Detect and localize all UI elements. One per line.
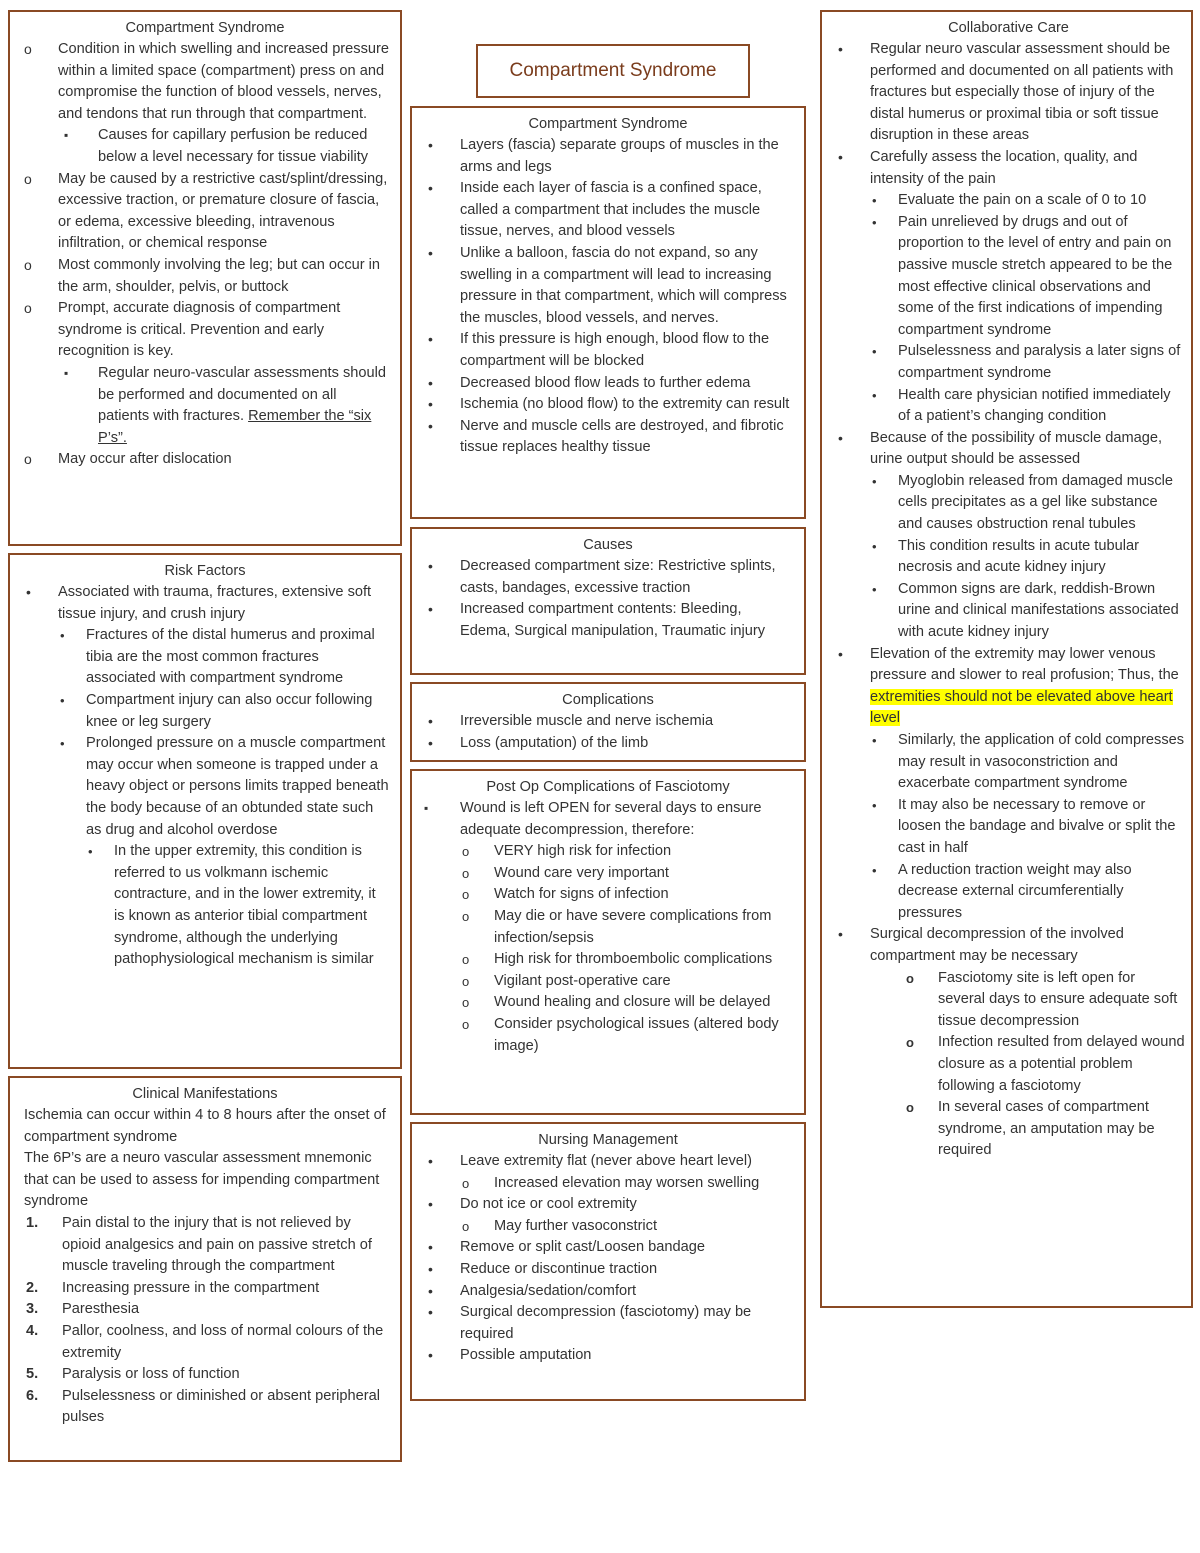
list-item: • Similarly, the application of cold compresses may result in vasoconstriction and exacerbate compartment syndrome [870, 730, 1185, 795]
list-item: • Carefully assess the location, quality, and intensity of the pain • Evaluate the pain on a scale of 0 to 10 • Pain unrelieved by drugs and out of proportion to the level of entry and pain on passive muscle stretch appeared to be the most effective clinical observations and some of the first indications of impending compartment syndrome • Pulselessness and paralysis a later signs of compartment syndrome • Health care physician notified immediately of a patient’s changing condition [832, 147, 1185, 428]
list-item: • Leave extremity flat (never above heart level) o Increased elevation may worsen swelling [422, 1151, 794, 1194]
list-item: • Ischemia (no blood flow) to the extremity can result [422, 394, 794, 416]
list-item: • Myoglobin released from damaged muscle cells precipitates as a gel like substance and causes obstruction renal tubules [870, 471, 1185, 536]
list-item: 5. Paralysis or loss of function [26, 1366, 240, 1383]
six-ps-list [20, 1213, 390, 1429]
page-title: Compartment Syndrome [476, 44, 750, 98]
clinical-intro-2: The 6P’s are a neuro vascular assessment mnemonic that can be used to assess for impending compartment syndrome [24, 1150, 380, 1210]
list-item: • Loss (amputation) of the limb [422, 733, 794, 755]
collab-title: Collaborative Care [948, 20, 1069, 36]
list-item: o In several cases of compartment syndrome, an amputation may be required [904, 1097, 1185, 1162]
list-item: • Regular neuro vascular assessment should be performed and documented on all patients with fractures but especially those of injury of the distal humerus or proximal tibia or soft tissue disruption in these areas [832, 39, 1185, 147]
list-item: o Wound care very important [460, 863, 794, 885]
list-item: ▪ Causes for capillary perfusion be reduced below a level necessary for tissue viability [60, 125, 390, 168]
list-item: • Evaluate the pain on a scale of 0 to 10 [870, 190, 1185, 212]
list-item: o Increased elevation may worsen swelling [460, 1173, 794, 1195]
list-item: • In the upper extremity, this condition is referred to us volkmann ischemic contracture, and in the lower extremity, it is known as anterior tibial compartment syndrome, although the underlying pathophysiological mechanism is similar [86, 841, 390, 971]
list-item: • Remove or split cast/Loosen bandage [422, 1237, 794, 1259]
clinical-box [8, 1076, 402, 1462]
list-item: o Watch for signs of infection [460, 884, 794, 906]
list-item: • Unlike a balloon, fascia do not expand, so any swelling in a compartment will lead to increasing pressure in that compartment, which will compress the muscles, blood vessels, and nerves. [422, 243, 794, 329]
list-item: • Pulselessness and paralysis a later signs of compartment syndrome [870, 341, 1185, 384]
postop-box [410, 769, 806, 1115]
list-item: • Common signs are dark, reddish-Brown urine and clinical manifestations associated with acute kidney injury [870, 579, 1185, 644]
list-item: • Increased compartment contents: Bleeding, Edema, Surgical manipulation, Traumatic injury [422, 599, 794, 642]
list-item: • Compartment injury can also occur following knee or leg surgery [58, 690, 390, 733]
list-item: • Possible amputation [422, 1345, 794, 1367]
six-ps-reminder: Remember the “six P’s”. [98, 408, 372, 446]
causes-box [410, 527, 806, 675]
patho-box [410, 106, 806, 519]
list-item: o High risk for thromboembolic complications [460, 949, 794, 971]
list-item: o Wound healing and closure will be delayed [460, 992, 794, 1014]
list-item: • Nerve and muscle cells are destroyed, and fibrotic tissue replaces healthy tissue [422, 416, 794, 459]
list-item: 6. Pulselessness or diminished or absent peripheral pulses [26, 1387, 380, 1426]
patho-title: Compartment Syndrome [528, 116, 688, 132]
list-item: • A reduction traction weight may also decrease external circumferentially pressures [870, 860, 1185, 925]
list-item: o Consider psychological issues (altered body image) [460, 1014, 794, 1057]
list-item: o Infection resulted from delayed wound closure as a potential problem following a fasciotomy [904, 1032, 1185, 1097]
list-item: o May occur after dislocation [20, 449, 390, 471]
list-item: 2. Increasing pressure in the compartment [26, 1279, 320, 1296]
nursing-box [410, 1122, 806, 1401]
list-item: • Layers (fascia) separate groups of muscles in the arms and legs [422, 135, 794, 178]
collab-box [820, 10, 1193, 1308]
list-item: 3. Paresthesia [26, 1301, 140, 1318]
definition-list [20, 39, 390, 471]
clinical-title: Clinical Manifestations [132, 1086, 278, 1102]
postop-title: Post Op Complications of Fasciotomy [486, 779, 730, 795]
list-item: • Surgical decompression (fasciotomy) may be required [422, 1302, 794, 1345]
list-item: • Decreased compartment size: Restrictive splints, casts, bandages, excessive traction [422, 556, 794, 599]
clinical-intro-1: Ischemia can occur within 4 to 8 hours after the onset of compartment syndrome [24, 1107, 386, 1145]
list-item: o Fasciotomy site is left open for several days to ensure adequate soft tissue decompression [904, 968, 1185, 1033]
list-item: • Elevation of the extremity may lower venous pressure and slower to real profusion; Thus, the extremities should not be elevated above heart level • Similarly, the application of cold compresses may result in vasoconstriction and exacerbate compartment syndrome • It may also be necessary to remove or loosen the bandage and bivalve or split the cast in half • A reduction traction weight may also decrease external circumferentially pressures [832, 644, 1185, 925]
definition-box [8, 10, 402, 546]
complications-box [410, 682, 806, 762]
list-item: ▪ Regular neuro-vascular assessments should be performed and documented on all patients with fractures. Remember the “six P’s”. [60, 363, 390, 449]
list-item: o Most commonly involving the leg; but can occur in the arm, shoulder, pelvis, or buttock [20, 255, 390, 298]
list-item: • Fractures of the distal humerus and proximal tibia are the most common fractures associated with compartment syndrome [58, 625, 390, 690]
complications-title: Complications [562, 692, 654, 708]
causes-title: Causes [583, 537, 633, 553]
nursing-title: Nursing Management [538, 1132, 678, 1148]
highlighted-text: extremities should not be elevated above heart level [870, 688, 1173, 727]
risk-factors-box [8, 553, 402, 1069]
list-item: • Health care physician notified immediately of a patient’s changing condition [870, 385, 1185, 428]
list-item: • If this pressure is high enough, blood flow to the compartment will be blocked [422, 329, 794, 372]
list-item: o May be caused by a restrictive cast/splint/dressing, excessive traction, or premature closure of fascia, or edema, excessive bleeding, intravenous infiltration, or chemical response [20, 169, 390, 255]
list-item: ▪ Wound is left OPEN for several days to ensure adequate decompression, therefore: o VERY high risk for infection o Wound care very important o Watch for signs of infection o May die or have severe complications from infection/sepsis o High risk for thromboembolic complications o Vigilant post-operative care o Wound healing and closure will be delayed o Consider psychological issues (altered body image) [422, 798, 794, 1057]
risk-factors-title: Risk Factors [164, 563, 246, 579]
list-item: • Pain unrelieved by drugs and out of proportion to the level of entry and pain on passive muscle stretch appeared to be the most effective clinical observations and some of the first indications of impending compartment syndrome [870, 212, 1185, 342]
list-item: • Associated with trauma, fractures, extensive soft tissue injury, and crush injury • Fractures of the distal humerus and proximal tibia are the most common fractures associated with compartment syndrome • Compartment injury can also occur following knee or leg surgery • Prolonged pressure on a muscle compartment may occur when someone is trapped under a heavy object or persons limits trapped beneath the body because of an obtunded state such as drug and alcohol overdose • In the upper extremity, this condition is referred to us volkmann ischemic contracture, and in the lower extremity, it is known as anterior tibial compartment syndrome, although the underlying pathophysiological mechanism is similar [20, 582, 390, 971]
list-item: 4. Pallor, coolness, and loss of normal colours of the extremity [26, 1322, 384, 1361]
list-item: • Surgical decompression of the involved compartment may be necessary o Fasciotomy site is left open for several days to ensure adequate soft tissue decompression o Infection resulted from delayed wound closure as a potential problem following a fasciotomy o In several cases of compartment syndrome, an amputation may be required [832, 924, 1185, 1162]
list-item: o Condition in which swelling and increased pressure within a limited space (compartment) press on and compromise the function of blood vessels, nerves, and tendons that run through that compartment. ▪ Causes for capillary perfusion be reduced below a level necessary for tissue viability [20, 39, 390, 169]
list-item: 1. Pain distal to the injury that is not relieved by opioid analgesics and pain on passive stretch of muscle traveling through the compartment [26, 1214, 372, 1275]
list-item: • Analgesia/sedation/comfort [422, 1281, 794, 1303]
list-item: o Vigilant post-operative care [460, 971, 794, 993]
list-item: • This condition results in acute tubular necrosis and acute kidney injury [870, 536, 1185, 579]
definition-title: Compartment Syndrome [125, 20, 285, 36]
list-item: • Because of the possibility of muscle damage, urine output should be assessed • Myoglobin released from damaged muscle cells precipitates as a gel like substance and causes obstruction renal tubules • This condition results in acute tubular necrosis and acute kidney injury • Common signs are dark, reddish-Brown urine and clinical manifestations associated with acute kidney injury [832, 428, 1185, 644]
list-item: • It may also be necessary to remove or loosen the bandage and bivalve or split the cast in half [870, 795, 1185, 860]
list-item: • Decreased blood flow leads to further edema [422, 373, 794, 395]
list-item: o Prompt, accurate diagnosis of compartment syndrome is critical. Prevention and early recognition is key. ▪ Regular neuro-vascular assessments should be performed and documented on all patients with fractures. Remember the “six P’s”. [20, 298, 390, 449]
list-item: • Reduce or discontinue traction [422, 1259, 794, 1281]
list-item: o VERY high risk for infection [460, 841, 794, 863]
list-item: o May die or have severe complications from infection/sepsis [460, 906, 794, 949]
list-item: • Prolonged pressure on a muscle compartment may occur when someone is trapped under a heavy object or persons limits trapped beneath the body because of an obtunded state such as drug and alcohol overdose • In the upper extremity, this condition is referred to us volkmann ischemic contracture, and in the lower extremity, it is known as anterior tibial compartment syndrome, although the underlying pathophysiological mechanism is similar [58, 733, 390, 971]
list-item: • Irreversible muscle and nerve ischemia [422, 711, 794, 733]
list-item: • Do not ice or cool extremity o May further vasoconstrict [422, 1194, 794, 1237]
list-item: o May further vasoconstrict [460, 1216, 794, 1238]
list-item: • Inside each layer of fascia is a confined space, called a compartment that includes the muscle tissue, nerves, and blood vessels [422, 178, 794, 243]
